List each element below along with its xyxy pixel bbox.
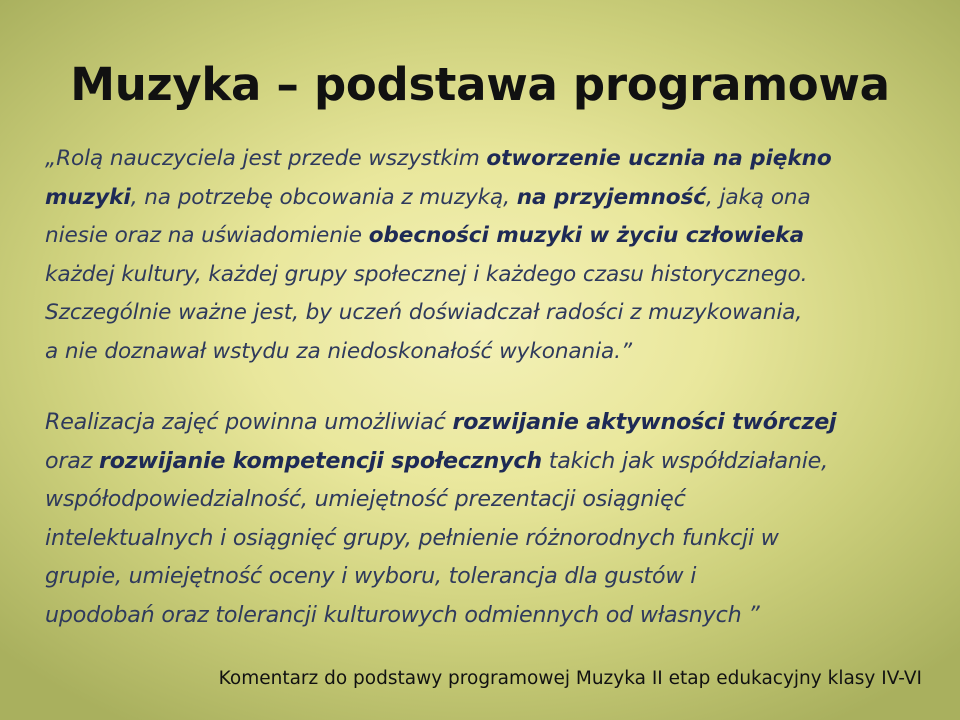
realization-line-5: grupie, umiejętność oceny i wyboru, tolerancja dla gustów i (45, 563, 697, 590)
realization-line-6: upodobań oraz tolerancji kulturowych odmiennych od własnych ” (45, 601, 760, 628)
quote-line-1 (45, 146, 832, 171)
quote-line-2 (45, 185, 811, 210)
realization-emphasis: rozwijanie kompetencji społecznych (99, 447, 542, 474)
realization-line-3: współodpowiedzialność, umiejętność prezentacji osiągnięć (45, 486, 686, 513)
teacher-role-quote (45, 140, 945, 372)
quote-text: , na potrzebę obcowania z muzyką, (130, 184, 517, 210)
quote-emphasis: obecności muzyki w życiu człowieka (368, 223, 805, 249)
quote-line-3 (45, 223, 804, 248)
realization-text: Realizacja zajęć powinna umożliwiać (45, 409, 453, 435)
realization-line-1 (45, 409, 836, 435)
quote-line-4: każdej kultury, każdej grupy społecznej i każdego czasu historycznego. (45, 261, 808, 287)
realization-line-4: intelektualnych i osiągnięć grupy, pełnienie różnorodnych funkcji w (45, 524, 779, 551)
realization-text: takich jak współdziałanie, (541, 447, 828, 474)
realization-line-2 (45, 448, 828, 474)
quote-emphasis: otworzenie ucznia na piękno (486, 146, 832, 171)
quote-text: , jaką ona (705, 184, 811, 210)
quote-line-5: Szczególnie ważne jest, by uczeń doświadczał radości z muzykowania, (45, 300, 803, 326)
quote-line-6: a nie doznawał wstydu za niedoskonałość wykonania.” (45, 338, 633, 364)
quote-text: niesie oraz na uświadomienie (45, 223, 369, 249)
quote-emphasis: na przyjemność (516, 184, 706, 210)
realization-emphasis: rozwijanie aktywności twórczej (452, 409, 837, 435)
quote-emphasis: muzyki (45, 184, 131, 210)
realization-text: oraz (45, 447, 99, 474)
quote-text: „Rolą nauczyciela jest przede wszystkim (45, 146, 487, 171)
realization-paragraph (45, 403, 945, 635)
slide-title: Muzyka – podstawa programowa (70, 58, 890, 111)
source-footer: Komentarz do podstawy programowej Muzyka II etap edukacyjny klasy IV-VI (218, 668, 922, 689)
